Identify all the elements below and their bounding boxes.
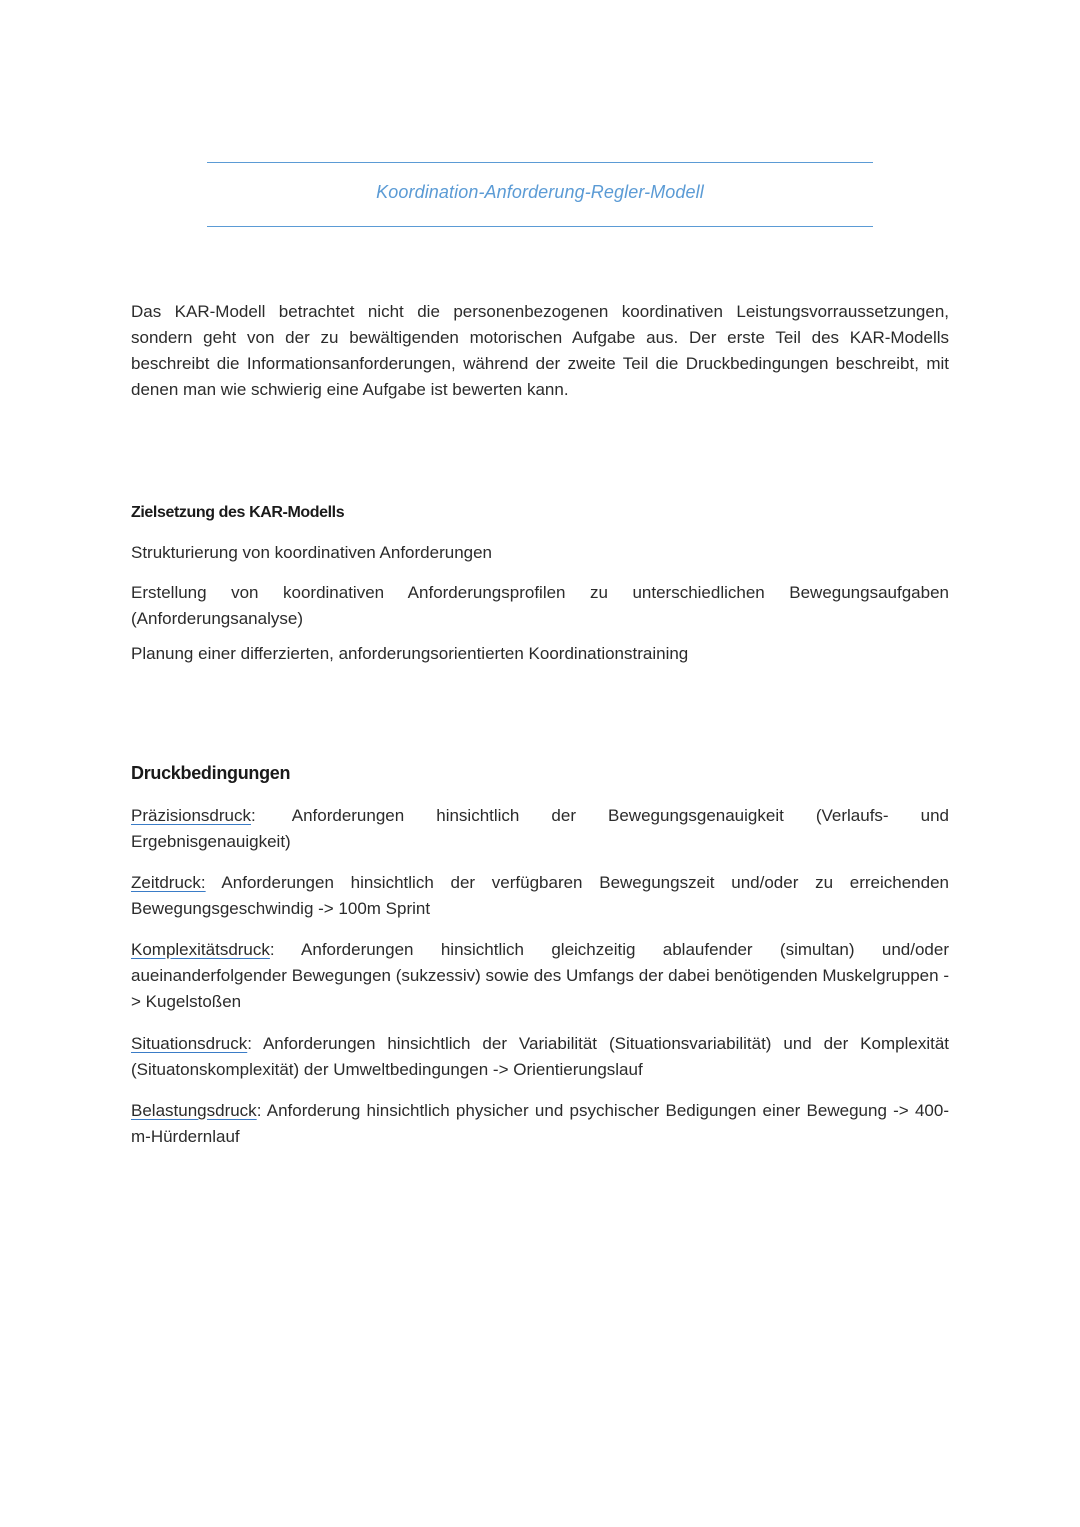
druck-text: Anforderung hinsichtlich physicher und psychischer Bedigungen einer Bewegung -> 400-m-Hürdernlauf [131, 1101, 949, 1146]
druck-term: Komplexitätsdruck [131, 940, 270, 959]
goal-item: Erstellung von koordinativen Anforderungsprofilen zu unterschiedlichen Bewegungsaufgaben (Anforderungsanalyse) [131, 583, 949, 628]
druck-item-zeit [131, 870, 949, 922]
druck-item-komplexitaet [131, 937, 949, 1015]
druck-item-belastung [131, 1098, 949, 1150]
druck-heading: Druckbedingungen [131, 763, 291, 783]
document-title: Koordination-Anforderung-Regler-Modell [376, 182, 704, 202]
druck-text: Anforderungen hinsichtlich der Variabilität (Situationsvariabilität) und der Komplexität (Situatonskomplexität) der Umweltbedingungen -> Orientierungslauf [131, 1034, 949, 1079]
druck-term: Belastungsdruck [131, 1101, 257, 1120]
title-rule-top [207, 162, 873, 163]
druck-term: Situationsdruck [131, 1034, 248, 1053]
druck-text: Anforderungen hinsichtlich gleichzeitig ablaufender (simultan) und/oder aueinanderfolgender Bewegungen (sukzessiv) sowie des Umfangs der dabei benötigenden Muskelgruppen -> Kugelstoßen [131, 940, 949, 1011]
druck-sep: : [269, 940, 275, 959]
druck-sep: : [247, 1034, 252, 1053]
druck-text: Anforderungen hinsichtlich der verfügbaren Bewegungszeit und/oder zu erreichenden Bewegungsgeschwindig -> 100m Sprint [131, 873, 949, 918]
druck-term: Präzisionsdruck [131, 806, 251, 825]
druck-sep: : [256, 1101, 262, 1120]
title-rule-bottom [207, 226, 873, 227]
druck-sep: : [251, 806, 256, 825]
druck-text: Anforderungen hinsichtlich der Bewegungsgenauigkeit (Verlaufs- und Ergebnisgenauigkeit) [131, 806, 949, 851]
goal-item: Strukturierung von koordinativen Anforderungen [131, 543, 493, 562]
title-block [207, 162, 873, 228]
druck-item-situation [131, 1031, 949, 1083]
goals-heading: Zielsetzung des KAR-Modells [131, 504, 345, 521]
goal-item: Planung einer differzierten, anforderungsorientierten Koordinationstraining [131, 644, 689, 663]
intro-paragraph: Das KAR-Modell betrachtet nicht die personenbezogenen koordinativen Leistungsvorraussetzungen, sondern geht von der zu bewältigenden motorischen Aufgabe aus. Der erste Teil des KAR-Modells beschreibt die Informationsanforderungen, während der zweite Teil die Druckbedingungen beschreibt, mit denen man wie schwierig eine Aufgabe ist bewerten kann. [131, 302, 949, 399]
druck-item-praezision [131, 803, 949, 855]
druck-term: Zeitdruck: [131, 873, 206, 892]
